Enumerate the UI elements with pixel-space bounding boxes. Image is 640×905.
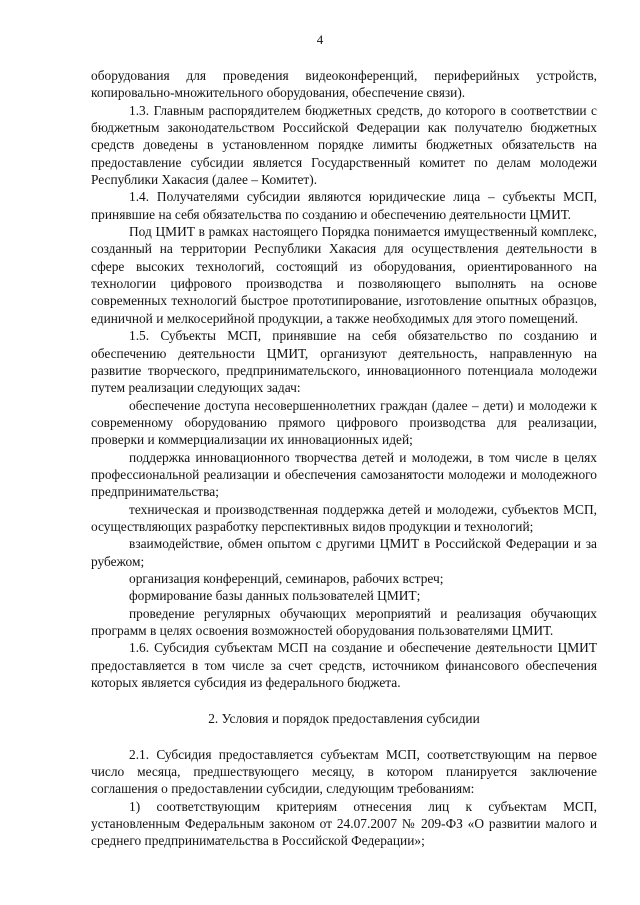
document-body [91, 67, 597, 850]
requirement-item-1: 1) соответствующим критериям отнесения лиц к субъектам МСП, установленным Федеральным законом от 24.07.2007 № 209-ФЗ «О развитии малого и среднего предпринимательства в Российской Федерации»; [91, 798, 597, 849]
task-item-training-programs: проведение регулярных обучающих мероприятий и реализация обучающих программ в целях освоения возможностей оборудования пользователями ЦМИТ. [91, 605, 597, 638]
paragraph-1-3-budget-manager: 1.3. Главным распорядителем бюджетных средств, до которого в соответствии с бюджетным законодательством Российской Федерации как получателю бюджетных средств доведены в установленном порядке лимиты бюджетных обязательств на предоставление субсидии является Государственный комитет по делам молодежи Республики Хакасия (далее – Комитет). [91, 102, 597, 188]
paragraph-equipment-continuation: оборудования для проведения видеоконференций, периферийных устройств, копировально-множительного оборудования, обеспечение связи). [91, 68, 597, 101]
paragraph-1-4-recipients: 1.4. Получателями субсидии являются юридические лица – субъекты МСП, принявшие на себя обязательства по созданию и обеспечению деятельности ЦМИТ. [91, 189, 597, 222]
task-item-equipment-access: обеспечение доступа несовершеннолетних граждан (далее – дети) и молодежи к современному оборудованию прямого цифрового производства для реализации, проверки и коммерциализации их инновационных идей; [91, 397, 597, 448]
page-number: 4 [316, 32, 324, 47]
task-item-conferences: организация конференций, семинаров, рабочих встреч; [129, 570, 444, 586]
paragraph-2-1-requirements: 2.1. Субсидия предоставляется субъектам МСП, соответствующим на первое число месяца, предшествующего месяцу, в котором планируется заключение соглашения о предоставлении субсидии, следующим требованиям: [91, 746, 597, 797]
task-item-innovation-support: поддержка инновационного творчества детей и молодежи, в том числе в целях профессиональной реализации и обеспечения самозанятости молодежи и молодежного предпринимательства; [91, 449, 597, 500]
paragraph-cmit-definition: Под ЦМИТ в рамках настоящего Порядка понимается имущественный комплекс, созданный на территории Республики Хакасия для осуществления деятельности в сфере высоких технологий, состоящий из оборудования, ориентированного на технологии цифрового производства и позволяющего выполнять на основе современных технологий быстрое прототипирование, изготовление опытных образцов, единичной и мелкосерийной продукции, а также необходимых для этого помещений. [91, 224, 597, 326]
task-item-cooperation: взаимодействие, обмен опытом с другими ЦМИТ в Российской Федерации и за рубежом; [91, 536, 597, 569]
paragraph-1-6-federal-funding: 1.6. Субсидия субъектам МСП на создание и обеспечение деятельности ЦМИТ предоставляется в том числе за счет средств, источником финансового обеспечения которых является субсидия из федерального бюджета. [91, 640, 597, 691]
section-heading: 2. Условия и порядок предоставления субсидии [208, 711, 480, 727]
task-item-technical-support: техническая и производственная поддержка детей и молодежи, субъектов МСП, осуществляющих разработку перспективных видов продукции и технологий; [91, 501, 597, 534]
task-item-user-database: формирование базы данных пользователей ЦМИТ; [129, 588, 421, 604]
paragraph-1-5-msp-activities: 1.5. Субъекты МСП, принявшие на себя обязательство по созданию и обеспечению деятельности ЦМИТ, организуют деятельность, направленную на развитие творческого, предпринимательского, инновационного потенциала молодежи путем реализации следующих задач: [91, 328, 597, 396]
